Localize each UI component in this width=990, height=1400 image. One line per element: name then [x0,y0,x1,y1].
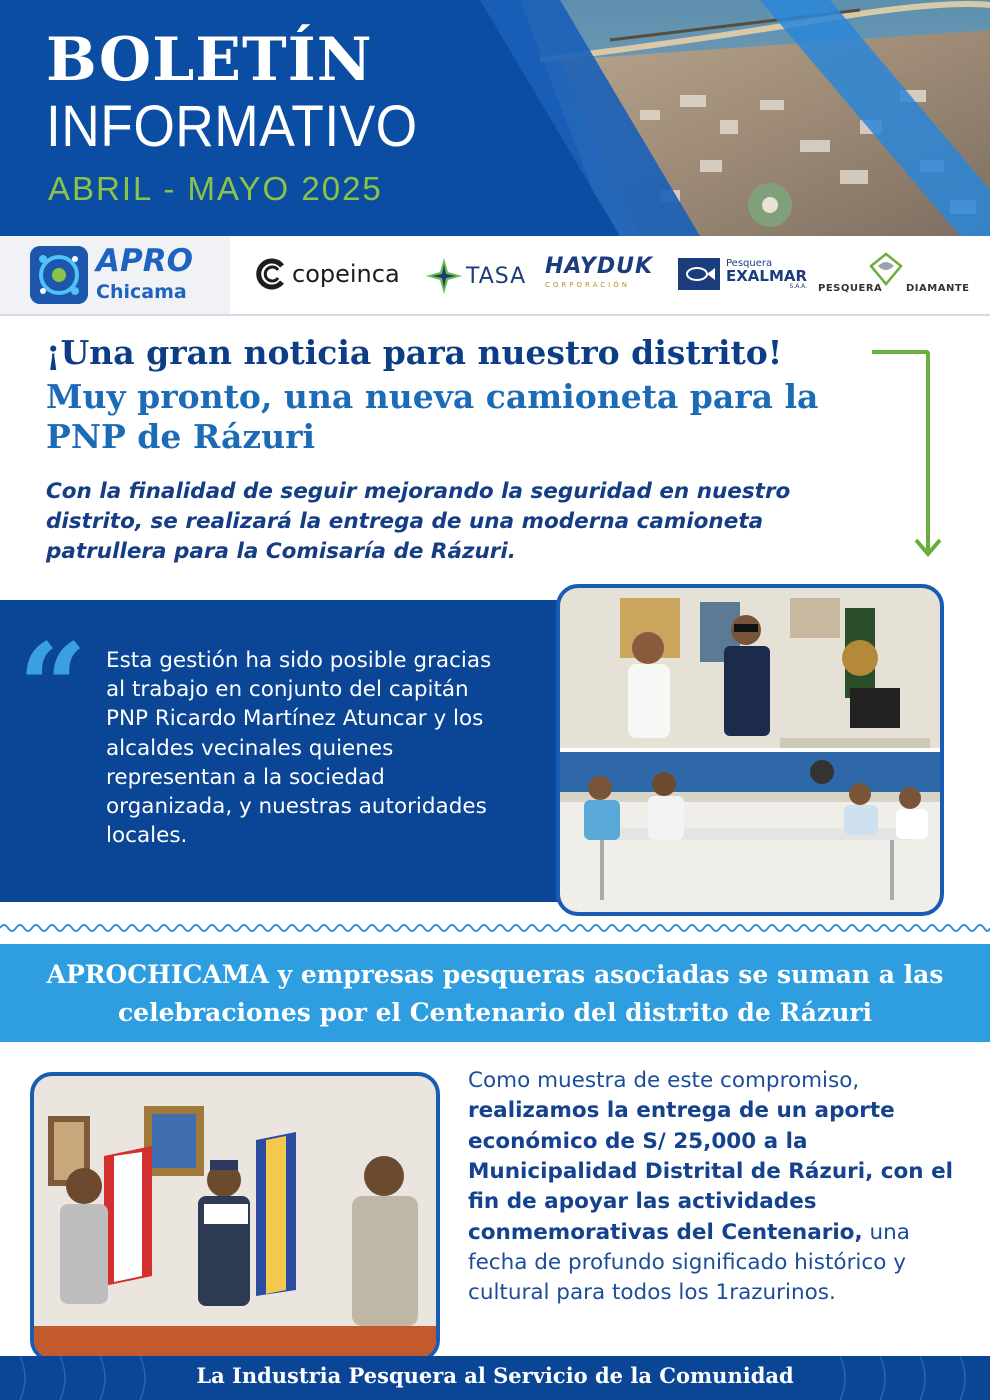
article-subheadline: Muy pronto, una nueva camioneta para la PNP de Rázuri [46,377,819,456]
hayduk-sub: CORPORACIÓN [545,281,630,289]
exalmar-fish-icon [678,258,720,290]
tasa-star-icon [424,256,464,296]
diamante-prefix: PESQUERA [818,283,883,294]
copeinca-logo [256,258,400,290]
copeinca-name: copeinca [292,260,400,288]
donation-ceremony-photo [34,1076,436,1358]
arrow-down-icon [866,340,946,565]
donation-body [468,1066,968,1309]
hayduk-name: HAYDUK [545,254,654,279]
apro-fish-icon [30,246,88,304]
apro-sub: Chicama [96,281,187,303]
bulletin-period: ABRIL - MAYO 2025 [48,170,383,207]
partner-logo-bar [0,236,990,316]
bulletin-title: BOLETÍN [46,25,373,95]
quote-mark-icon: “ [18,617,88,758]
quote-text: Esta gestión ha sido posible gracias al trabajo en conjunto del capitán PNP Ricardo Martínez Atuncar y los alcaldes vecinales quienes representan a la sociedad organizada, y nuestras autoridades locales. [106,648,492,849]
exalmar-name: EXALMAR [726,266,808,285]
donation-photo [30,1072,440,1362]
donation-intro: Como muestra de este compromiso, [468,1068,860,1093]
diamante-emblem-icon [869,252,903,286]
hayduk-logo [545,256,653,289]
exalmar-suffix: S.A.A. [789,282,808,290]
footer-slogan: La Industria Pesquera al Servicio de la Comunidad [196,1363,794,1388]
tasa-name: TASA [466,263,527,289]
diamante-name: DIAMANTE [906,283,970,294]
donation-highlight: realizamos la entrega de un aporte económico de S/ 25,000 a la Municipalidad Distrital de Rázuri, con el fin de apoyar las actividades conmemorativas del Centenario, [468,1098,954,1245]
header-banner [0,0,990,236]
bulletin-subtitle: INFORMATIVO [46,94,418,159]
tasa-logo [424,256,526,296]
exalmar-logo [678,258,807,290]
article-lead: Con la finalidad de seguir mejorando la seguridad en nuestro distrito, se realizará la entrega de una moderna camioneta patrullera para la Comisaría de Rázuri. [46,479,791,565]
apro-name: APRO [96,243,193,279]
wave-divider [0,920,990,942]
donation-outro: una fecha de profundo significado histórico y cultural para todos los 1razurinos. [468,1219,910,1306]
article-headline: ¡Una gran noticia para nuestro distrito! [46,333,783,372]
exalmar-prefix: Pesquera [726,257,773,269]
copeinca-c-icon [256,258,288,290]
police-meeting-photos [556,584,944,916]
apro-chicama-logo [0,236,230,314]
centenario-title: APROCHICAMA y empresas pesqueras asociadas se suman a las celebraciones por el Centenario del distrito de Rázuri [46,960,944,1027]
police-photo-collage [560,588,940,912]
pesquera-diamante-logo [818,252,968,298]
